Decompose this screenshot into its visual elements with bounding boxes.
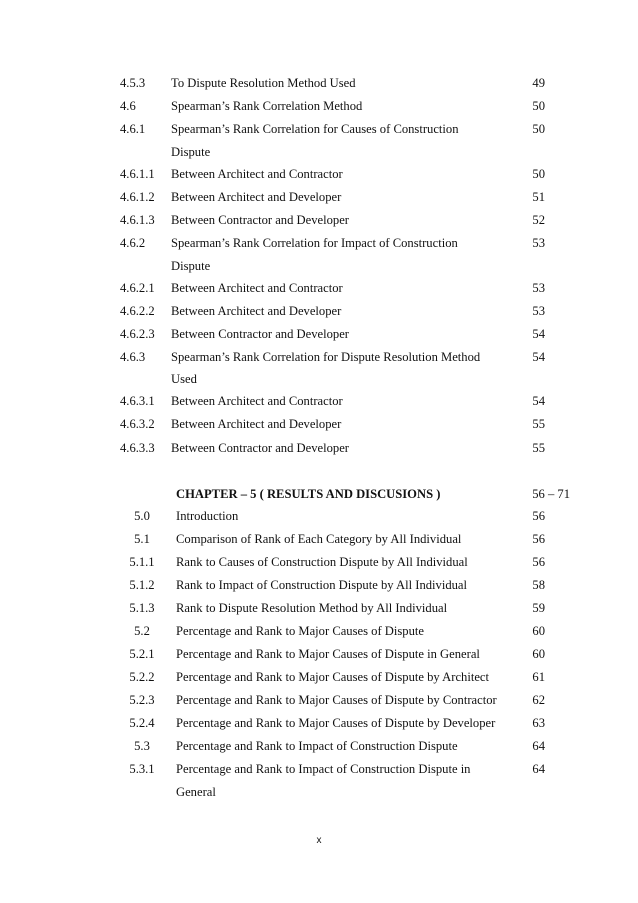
entry-title: Between Architect and Developer: [171, 190, 342, 204]
entry-number: 4.6.2.1: [120, 281, 155, 295]
entry-title-continuation: Dispute: [171, 259, 211, 273]
entry-page: 49: [532, 76, 545, 90]
entry-title: Between Architect and Contractor: [171, 281, 343, 295]
entry-page: 54: [532, 350, 545, 364]
entry-page: 50: [532, 122, 545, 136]
toc-entry: [0, 165, 638, 183]
entry-title: Percentage and Rank to Major Causes of Dispute by Developer: [176, 716, 496, 730]
toc-entry: [0, 714, 638, 732]
toc-entry: [0, 622, 638, 640]
toc-entry: [0, 120, 638, 138]
chapter-page-range: 56 – 71: [532, 487, 570, 501]
toc-entry: [0, 599, 638, 617]
entry-number: 4.6.3.3: [120, 441, 155, 455]
toc-entry: [0, 507, 638, 525]
entry-page: 64: [532, 739, 545, 753]
entry-number: 5.2.4: [129, 716, 155, 730]
toc-entry: [0, 279, 638, 297]
entry-number: 5.1.3: [129, 601, 155, 615]
entry-page: 60: [532, 647, 545, 661]
toc-entry: [0, 760, 638, 778]
toc-entry: [0, 188, 638, 206]
entry-title: Between Contractor and Developer: [171, 327, 349, 341]
entry-title: Percentage and Rank to Impact of Construction Dispute: [176, 739, 458, 753]
entry-page: 63: [532, 716, 545, 730]
entry-number: 5.2: [134, 624, 150, 638]
entry-number: 5.3.1: [129, 762, 155, 776]
entry-page: 59: [532, 601, 545, 615]
entry-page: 53: [532, 304, 545, 318]
toc-entry: [0, 325, 638, 343]
entry-title: Spearman’s Rank Correlation Method: [171, 99, 363, 113]
entry-title: Between Contractor and Developer: [171, 213, 349, 227]
entry-number: 5.3: [134, 739, 150, 753]
entry-title: Introduction: [176, 509, 239, 523]
entry-page: 55: [532, 417, 545, 431]
entry-number: 4.6.3.1: [120, 394, 155, 408]
entry-number: 5.1: [134, 532, 150, 546]
entry-title: Between Architect and Contractor: [171, 167, 343, 181]
entry-title: Spearman’s Rank Correlation for Impact of Construction: [171, 236, 458, 250]
entry-page: 58: [532, 578, 545, 592]
entry-number: 5.2.2: [129, 670, 155, 684]
entry-page: 51: [532, 190, 545, 204]
entry-title: Between Architect and Developer: [171, 304, 342, 318]
toc-entry: [0, 691, 638, 709]
entry-number: 4.6.3: [120, 350, 146, 364]
toc-entry: [0, 576, 638, 594]
toc-entry: [0, 211, 638, 229]
entry-title-continuation: Dispute: [171, 145, 211, 159]
entry-page: 61: [532, 670, 545, 684]
entry-page: 50: [532, 167, 545, 181]
entry-number: 5.2.1: [129, 647, 155, 661]
toc-entry: [0, 302, 638, 320]
entry-page: 53: [532, 281, 545, 295]
entry-title: Between Contractor and Developer: [171, 441, 349, 455]
entry-page: 54: [532, 394, 545, 408]
entry-page: 56: [532, 532, 545, 546]
entry-number: 5.1.2: [129, 578, 155, 592]
entry-title: Percentage and Rank to Major Causes of Dispute by Contractor: [176, 693, 497, 707]
entry-title: Between Architect and Developer: [171, 417, 342, 431]
toc-entry: [0, 97, 638, 115]
entry-number: 4.6.2: [120, 236, 146, 250]
entry-title: To Dispute Resolution Method Used: [171, 76, 356, 90]
entry-page: 64: [532, 762, 545, 776]
entry-title: Percentage and Rank to Major Causes of Dispute in General: [176, 647, 480, 661]
entry-title: Rank to Causes of Construction Dispute by All Individual: [176, 555, 468, 569]
toc-entry: [0, 74, 638, 92]
entry-title: Spearman’s Rank Correlation for Causes of Construction: [171, 122, 459, 136]
entry-page: 60: [532, 624, 545, 638]
entry-title-continuation: Used: [171, 372, 197, 386]
entry-number: 5.1.1: [129, 555, 155, 569]
chapter-heading-row: [0, 485, 638, 503]
entry-page: 53: [532, 236, 545, 250]
toc-entry: [0, 530, 638, 548]
entry-number: 4.6: [120, 99, 136, 113]
entry-number: 4.6.2.3: [120, 327, 155, 341]
toc-entry: [0, 439, 638, 457]
entry-number: 4.6.2.2: [120, 304, 155, 318]
entry-title-continuation: General: [176, 785, 216, 799]
entry-page: 56: [532, 555, 545, 569]
entry-title: Spearman’s Rank Correlation for Dispute Resolution Method: [171, 350, 481, 364]
entry-title: Percentage and Rank to Major Causes of Dispute by Architect: [176, 670, 490, 684]
entry-title: Rank to Impact of Construction Dispute by All Individual: [176, 578, 468, 592]
entry-title: Comparison of Rank of Each Category by All Individual: [176, 532, 462, 546]
toc-entry: [0, 415, 638, 433]
entry-page: 54: [532, 327, 545, 341]
chapter-title: CHAPTER – 5 ( RESULTS AND DISCUSIONS ): [176, 487, 441, 501]
page-number: x: [316, 835, 322, 846]
entry-page: 50: [532, 99, 545, 113]
entry-number: 5.2.3: [129, 693, 155, 707]
entry-title: Percentage and Rank to Major Causes of Dispute: [176, 624, 424, 638]
toc-entry: [0, 737, 638, 755]
entry-number: 4.6.1.3: [120, 213, 155, 227]
entry-page: 52: [532, 213, 545, 227]
entry-page: 62: [532, 693, 545, 707]
entry-title: Percentage and Rank to Impact of Construction Dispute in: [176, 762, 471, 776]
toc-entry: [0, 668, 638, 686]
toc-entry: [0, 553, 638, 571]
entry-title: Rank to Dispute Resolution Method by All Individual: [176, 601, 448, 615]
entry-page: 55: [532, 441, 545, 455]
entry-number: 4.6.3.2: [120, 417, 155, 431]
entry-number: 4.5.3: [120, 76, 146, 90]
entry-number: 4.6.1.2: [120, 190, 155, 204]
entry-number: 5.0: [134, 509, 150, 523]
entry-page: 56: [532, 509, 545, 523]
toc-entry: [0, 348, 638, 366]
toc-entry: [0, 645, 638, 663]
entry-number: 4.6.1: [120, 122, 146, 136]
toc-entry: [0, 234, 638, 252]
entry-number: 4.6.1.1: [120, 167, 155, 181]
entry-title: Between Architect and Contractor: [171, 394, 343, 408]
toc-entry: [0, 392, 638, 410]
